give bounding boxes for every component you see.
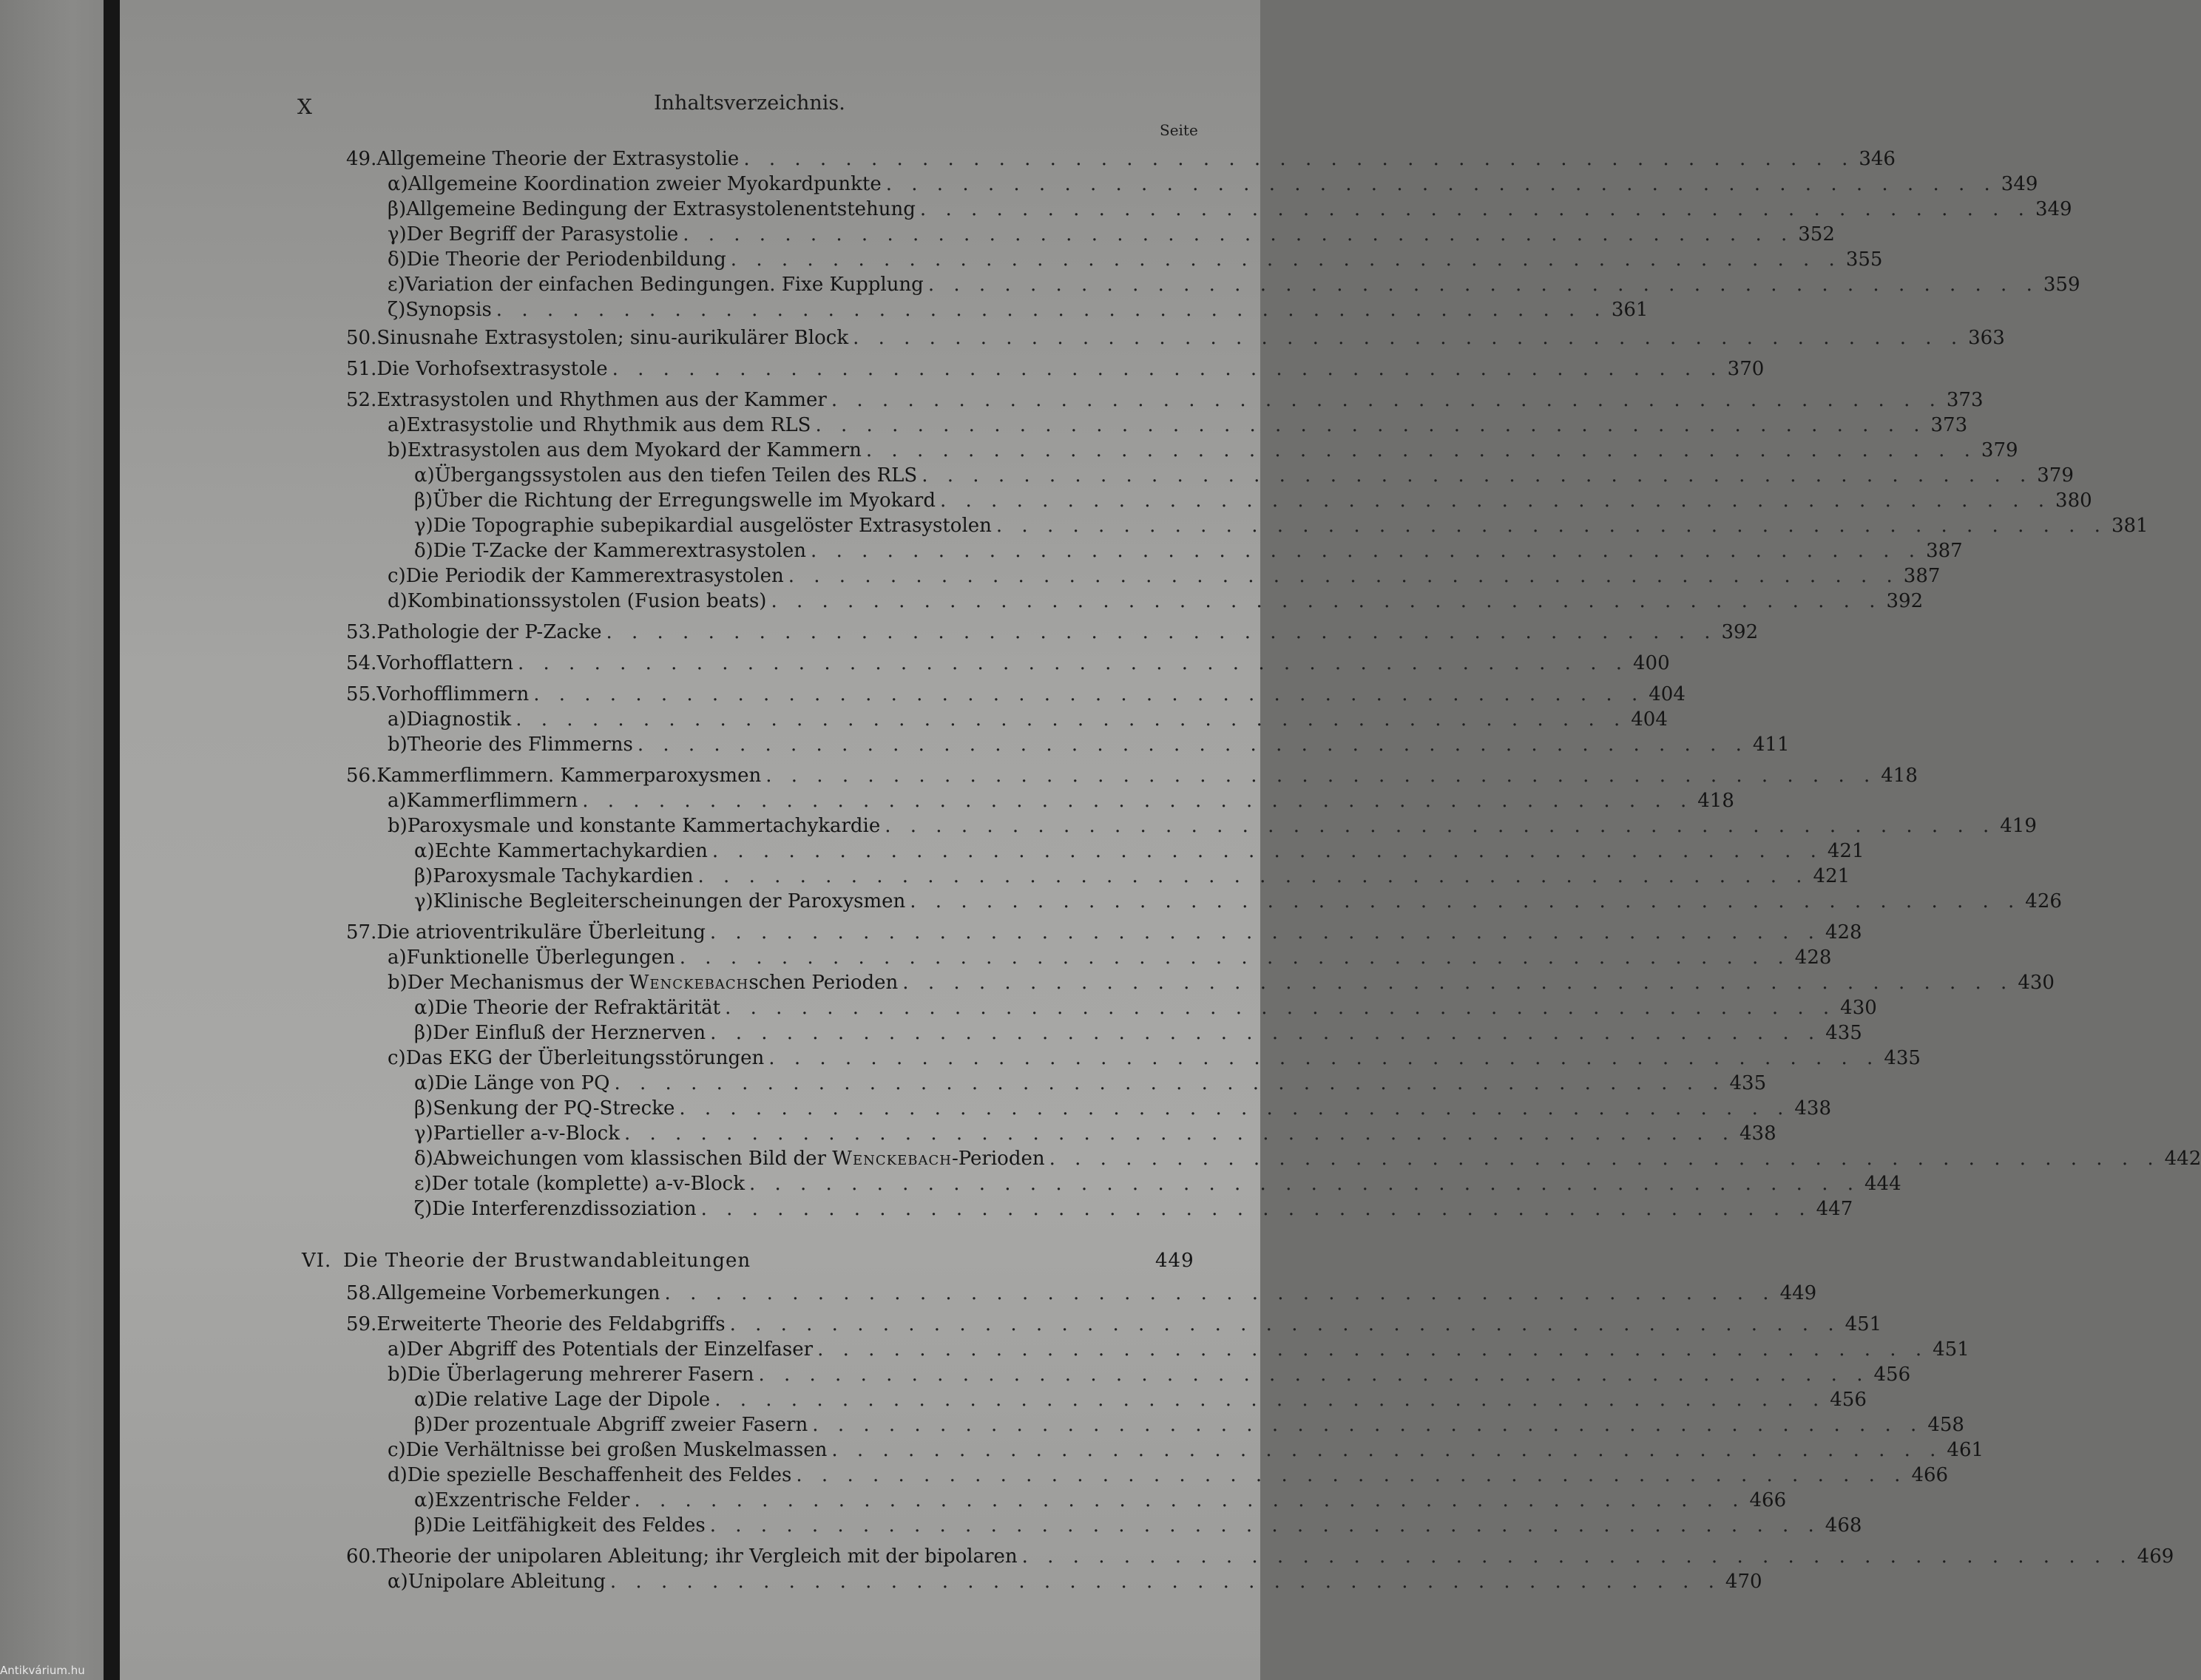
leader-dots: . . . . . . . . . . . . . . . . . . . . . . . . . . . . . . . . . . . . . . . . . . . .: [919, 198, 2031, 220]
table-of-contents: [120, 0, 2201, 1680]
leader-dots: . . . . . . . . . . . . . . . . . . . . . . . . . . . . . . . . . . . . . . . . . . . .: [517, 652, 1629, 674]
leader-dots: . . . . . . . . . . . . . . . . . . . . . . . . . . . . . . . . . . . . . . . . . . . .: [515, 708, 1627, 731]
toc-entry: β) Über die Richtung der Erregungswelle im Myokard . . . . . . . . . . . . . . . . . . . . . . . . . . . . . . . . . . . . . . . . . . . . 380: [414, 490, 2092, 512]
toc-entry: 56. Kammerflimmern. Kammerparoxysmen . . . . . . . . . . . . . . . . . . . . . . . . . . . . . . . . . . . . . . . . . . . . 418: [346, 765, 1918, 787]
toc-entry: c) Die Verhältnisse bei großen Muskelmassen . . . . . . . . . . . . . . . . . . . . . . . . . . . . . . . . . . . . . . . . . . . . 461: [388, 1439, 1984, 1461]
leader-dots: . . . . . . . . . . . . . . . . . . . . . . . . . . . . . . . . . . . . . . . . . . . .: [709, 921, 1821, 944]
toc-entry: 53. Pathologie der P-Zacke . . . . . . . . . . . . . . . . . . . . . . . . . . . . . . . . . . . . . . . . . . . . 392: [346, 621, 1759, 643]
toc-entry: ζ) Synopsis . . . . . . . . . . . . . . . . . . . . . . . . . . . . . . . . . . . . . . . . . . . . 361: [388, 299, 1649, 321]
leader-dots: . . . . . . . . . . . . . . . . . . . . . . . . . . . . . . . . . . . . . . . . . . . .: [865, 439, 1977, 461]
toc-entry: α) Unipolare Ableitung . . . . . . . . . . . . . . . . . . . . . . . . . . . . . . . . . . . . . . . . . . . . 470: [388, 1571, 1762, 1593]
toc-entry: β) Der Einfluß der Herznerven . . . . . . . . . . . . . . . . . . . . . . . . . . . . . . . . . . . . . . . . . . . . 435: [414, 1022, 1862, 1044]
leader-dots: . . . . . . . . . . . . . . . . . . . . . . . . . . . . . . . . . . . . . . . . . . . .: [614, 1072, 1725, 1094]
leader-dots: . . . . . . . . . . . . . . . . . . . . . . . . . . . . . . . . . . . . . . . . . . . .: [1021, 1545, 2133, 1568]
leader-dots: . . . . . . . . . . . . . . . . . . . . . . . . . . . . . . . . . . . . . . . . . . . .: [768, 1047, 1880, 1069]
toc-chapter: VI. Die Theorie der Brustwandableitungen 449: [302, 1250, 1194, 1272]
leader-dots: . . . . . . . . . . . . . . . . . . . . . . . . . . . . . . . . . . . . . . . . . . . .: [709, 1514, 1821, 1537]
leader-dots: . . . . . . . . . . . . . . . . . . . . . . . . . . . . . . . . . . . . . . . . . . . .: [743, 148, 1855, 170]
toc-entry: a) Der Abgriff des Potentials der Einzelfaser . . . . . . . . . . . . . . . . . . . . . . . . . . . . . . . . . . . . . . . . . . . . 451: [388, 1338, 1970, 1361]
leader-dots: . . . . . . . . . . . . . . . . . . . . . . . . . . . . . . . . . . . . . . . . . . . .: [796, 1464, 1907, 1486]
leader-dots: . . . . . . . . . . . . . . . . . . . . . . . . . . . . . . . . . . . . . . . . . . . .: [831, 1439, 1943, 1461]
leader-dots: . . . . . . . . . . . . . . . . . . . . . . . . . . . . . . . . . . . . . . . . . . . .: [831, 389, 1942, 411]
leader-dots: . . . . . . . . . . . . . . . . . . . . . . . . . . . . . . . . . . . . . . . . . . . .: [714, 1389, 1826, 1411]
toc-entry: γ) Die Topographie subepikardial ausgelöster Extrasystolen . . . . . . . . . . . . . . . . . . . . . . . . . . . . . . . . . . . . . . . . . . . . 381: [414, 515, 2148, 537]
leader-dots: . . . . . . . . . . . . . . . . . . . . . . . . . . . . . . . . . . . . . . . . . . . .: [788, 565, 1899, 587]
toc-entry: β) Die Leitfähigkeit des Feldes . . . . . . . . . . . . . . . . . . . . . . . . . . . . . . . . . . . . . . . . . . . . 468: [414, 1514, 1862, 1537]
toc-entry: β) Paroxysmale Tachykardien . . . . . . . . . . . . . . . . . . . . . . . . . . . . . . . . . . . . . . . . . . . . 421: [414, 865, 1850, 887]
leader-dots: . . . . . . . . . . . . . . . . . . . . . . . . . . . . . . . . . . . . . . . . . . . .: [582, 790, 1694, 812]
leader-dots: . . . . . . . . . . . . . . . . . . . . . . . . . . . . . . . . . . . . . . . . . . . .: [609, 1571, 1721, 1593]
running-title: Inhaltsverzeichnis.: [654, 92, 845, 115]
toc-entry: δ) Die Theorie der Periodenbildung . . . . . . . . . . . . . . . . . . . . . . . . . . . . . . . . . . . . . . . . . . . . 355: [388, 248, 1883, 271]
toc-entry: 59. Erweiterte Theorie des Feldabgriffs . . . . . . . . . . . . . . . . . . . . . . . . . . . . . . . . . . . . . . . . . . . . 451: [346, 1313, 1882, 1335]
leader-dots: . . . . . . . . . . . . . . . . . . . . . . . . . . . . . . . . . . . . . . . . . . . .: [496, 299, 1607, 321]
toc-entry: c) Das EKG der Überleitungsstörungen . . . . . . . . . . . . . . . . . . . . . . . . . . . . . . . . . . . . . . . . . . . . 435: [388, 1047, 1921, 1069]
toc-entry: 57. Die atrioventrikuläre Überleitung . . . . . . . . . . . . . . . . . . . . . . . . . . . . . . . . . . . . . . . . . . . . 428: [346, 921, 1862, 944]
leader-dots: . . . . . . . . . . . . . . . . . . . . . . . . . . . . . . . . . . . . . . . . . . . .: [700, 1198, 1812, 1220]
leader-dots: . . . . . . . . . . . . . . . . . . . . . . . . . . . . . . . . . . . . . . . . . . . .: [679, 1097, 1791, 1120]
toc-entry: c) Die Periodik der Kammerextrasystolen . . . . . . . . . . . . . . . . . . . . . . . . . . . . . . . . . . . . . . . . . . . . 387: [388, 565, 1941, 587]
toc-entry: β) Der prozentuale Abgriff zweier Fasern . . . . . . . . . . . . . . . . . . . . . . . . . . . . . . . . . . . . . . . . . . . . 458: [414, 1414, 1964, 1436]
toc-entry: γ) Klinische Begleiterscheinungen der Paroxysmen . . . . . . . . . . . . . . . . . . . . . . . . . . . . . . . . . . . . . . . . . . . . 426: [414, 890, 2062, 912]
toc-entry: α) Übergangssystolen aus den tiefen Teilen des RLS . . . . . . . . . . . . . . . . . . . . . . . . . . . . . . . . . . . . . . . . . . . . 379: [414, 464, 2074, 487]
leader-dots: . . . . . . . . . . . . . . . . . . . . . . . . . . . . . . . . . . . . . . . . . . . .: [725, 997, 1836, 1019]
toc-entry: b) Der Mechanismus der Wenckebachschen Perioden . . . . . . . . . . . . . . . . . . . . . . . . . . . . . . . . . . . . . . . . . . . . 430: [388, 972, 2055, 994]
toc-entry: γ) Der Begriff der Parasystolie . . . . . . . . . . . . . . . . . . . . . . . . . . . . . . . . . . . . . . . . . . . . 352: [388, 223, 1835, 245]
leader-dots: . . . . . . . . . . . . . . . . . . . . . . . . . . . . . . . . . . . . . . . . . . . .: [711, 840, 1823, 862]
toc-entry: 50. Sinusnahe Extrasystolen; sinu-aurikulärer Block . . . . . . . . . . . . . . . . . . . . . . . . . . . . . . . . . . . . . . . . . . . . 363: [346, 327, 2005, 349]
leader-dots: . . . . . . . . . . . . . . . . . . . . . . . . . . . . . . . . . . . . . . . . . . . .: [634, 1489, 1745, 1511]
toc-entry: β) Senkung der PQ-Strecke . . . . . . . . . . . . . . . . . . . . . . . . . . . . . . . . . . . . . . . . . . . . 438: [414, 1097, 1832, 1120]
toc-entry: α) Die Theorie der Refraktärität . . . . . . . . . . . . . . . . . . . . . . . . . . . . . . . . . . . . . . . . . . . . 430: [414, 997, 1877, 1019]
toc-entry: b) Die Überlagerung mehrerer Fasern . . . . . . . . . . . . . . . . . . . . . . . . . . . . . . . . . . . . . . . . . . . . 456: [388, 1364, 1911, 1386]
leader-dots: . . . . . . . . . . . . . . . . . . . . . . . . . . . . . . . . . . . . . . . . . . . .: [902, 972, 2014, 994]
leader-dots: . . . . . . . . . . . . . . . . . . . . . . . . . . . . . . . . . . . . . . . . . . . .: [729, 1313, 1841, 1335]
leader-dots: . . . . . . . . . . . . . . . . . . . . . . . . . . . . . . . . . . . . . . . . . . . .: [812, 1414, 1924, 1436]
toc-entry: a) Extrasystolie und Rhythmik aus dem RLS . . . . . . . . . . . . . . . . . . . . . . . . . . . . . . . . . . . . . . . . . . . . 373: [388, 414, 1968, 436]
toc-entry: 49. Allgemeine Theorie der Extrasystolie . . . . . . . . . . . . . . . . . . . . . . . . . . . . . . . . . . . . . . . . . . . . 346: [346, 148, 1896, 170]
toc-entry: 51. Die Vorhofsextrasystole . . . . . . . . . . . . . . . . . . . . . . . . . . . . . . . . . . . . . . . . . . . . 370: [346, 358, 1765, 380]
seite-label: Seite: [1160, 121, 1198, 139]
toc-entry: d) Die spezielle Beschaffenheit des Feldes . . . . . . . . . . . . . . . . . . . . . . . . . . . . . . . . . . . . . . . . . . . . 466: [388, 1464, 1949, 1486]
leader-dots: . . . . . . . . . . . . . . . . . . . . . . . . . . . . . . . . . . . . . . . . . . . .: [885, 815, 1996, 837]
leader-dots: . . . . . . . . . . . . . . . . . . . . . . . . . . . . . . . . . . . . . . . . . . . .: [612, 358, 1723, 380]
toc-entry: β) Allgemeine Bedingung der Extrasystolenentstehung . . . . . . . . . . . . . . . . . . . . . . . . . . . . . . . . . . . . . . . . . . . . 349: [388, 198, 2072, 220]
toc-entry: δ) Abweichungen vom klassischen Bild der Wenckebach-Perioden . . . . . . . . . . . . . . . . . . . . . . . . . . . . . . . . . . . . . . . . . . . . 442: [414, 1148, 2201, 1170]
leader-dots: . . . . . . . . . . . . . . . . . . . . . . . . . . . . . . . . . . . . . . . . . . . .: [853, 327, 1964, 349]
leader-dots: . . . . . . . . . . . . . . . . . . . . . . . . . . . . . . . . . . . . . . . . . . . .: [697, 865, 1809, 887]
book-page: [120, 0, 2201, 1680]
toc-entry: α) Die Länge von PQ . . . . . . . . . . . . . . . . . . . . . . . . . . . . . . . . . . . . . . . . . . . . 435: [414, 1072, 1767, 1094]
toc-entry: a) Funktionelle Überlegungen . . . . . . . . . . . . . . . . . . . . . . . . . . . . . . . . . . . . . . . . . . . . 428: [388, 946, 1832, 969]
leader-spacer: [755, 1250, 1151, 1272]
leader-dots: . . . . . . . . . . . . . . . . . . . . . . . . . . . . . . . . . . . . . . . . . . . .: [927, 274, 2039, 296]
toc-entry: γ) Partieller a-v-Block . . . . . . . . . . . . . . . . . . . . . . . . . . . . . . . . . . . . . . . . . . . . 438: [414, 1122, 1776, 1145]
toc-entry: 52. Extrasystolen und Rhythmen aus der Kammer . . . . . . . . . . . . . . . . . . . . . . . . . . . . . . . . . . . . . . . . . . . . 373: [346, 389, 1984, 411]
leader-dots: . . . . . . . . . . . . . . . . . . . . . . . . . . . . . . . . . . . . . . . . . . . .: [679, 946, 1791, 969]
toc-entry: b) Extrasystolen aus dem Myokard der Kammern . . . . . . . . . . . . . . . . . . . . . . . . . . . . . . . . . . . . . . . . . . . . 379: [388, 439, 2018, 461]
leader-dots: . . . . . . . . . . . . . . . . . . . . . . . . . . . . . . . . . . . . . . . . . . . .: [940, 490, 2052, 512]
page-number: X: [297, 95, 313, 119]
leader-dots: . . . . . . . . . . . . . . . . . . . . . . . . . . . . . . . . . . . . . . . . . . . .: [765, 765, 1877, 787]
leader-dots: . . . . . . . . . . . . . . . . . . . . . . . . . . . . . . . . . . . . . . . . . . . .: [730, 248, 1842, 271]
leader-dots: . . . . . . . . . . . . . . . . . . . . . . . . . . . . . . . . . . . . . . . . . . . .: [1049, 1148, 2160, 1170]
toc-entry: 55. Vorhofflimmern . . . . . . . . . . . . . . . . . . . . . . . . . . . . . . . . . . . . . . . . . . . . 404: [346, 683, 1686, 705]
toc-entry: α) Die relative Lage der Dipole . . . . . . . . . . . . . . . . . . . . . . . . . . . . . . . . . . . . . . . . . . . . 456: [414, 1389, 1867, 1411]
toc-entry: ζ) Die Interferenzdissoziation . . . . . . . . . . . . . . . . . . . . . . . . . . . . . . . . . . . . . . . . . . . . 447: [414, 1198, 1853, 1220]
toc-entry: b) Theorie des Flimmerns . . . . . . . . . . . . . . . . . . . . . . . . . . . . . . . . . . . . . . . . . . . . 411: [388, 734, 1790, 756]
toc-entry: a) Diagnostik . . . . . . . . . . . . . . . . . . . . . . . . . . . . . . . . . . . . . . . . . . . . 404: [388, 708, 1668, 731]
toc-entry: b) Paroxysmale und konstante Kammertachykardie . . . . . . . . . . . . . . . . . . . . . . . . . . . . . . . . . . . . . . . . . . . . 419: [388, 815, 2037, 837]
toc-entry: 58. Allgemeine Vorbemerkungen . . . . . . . . . . . . . . . . . . . . . . . . . . . . . . . . . . . . . . . . . . . . 449: [346, 1282, 1817, 1304]
leader-dots: . . . . . . . . . . . . . . . . . . . . . . . . . . . . . . . . . . . . . . . . . . . .: [758, 1364, 1870, 1386]
toc-entry: d) Kombinationssystolen (Fusion beats) . . . . . . . . . . . . . . . . . . . . . . . . . . . . . . . . . . . . . . . . . . . . 392: [388, 590, 1924, 612]
leader-dots: . . . . . . . . . . . . . . . . . . . . . . . . . . . . . . . . . . . . . . . . . . . .: [811, 540, 1922, 562]
leader-dots: . . . . . . . . . . . . . . . . . . . . . . . . . . . . . . . . . . . . . . . . . . . .: [664, 1282, 1776, 1304]
leader-dots: . . . . . . . . . . . . . . . . . . . . . . . . . . . . . . . . . . . . . . . . . . . .: [771, 590, 1882, 612]
toc-entry: α) Allgemeine Koordination zweier Myokardpunkte . . . . . . . . . . . . . . . . . . . . . . . . . . . . . . . . . . . . . . . . . . . . 349: [388, 173, 2038, 195]
toc-entry: 54. Vorhofflattern . . . . . . . . . . . . . . . . . . . . . . . . . . . . . . . . . . . . . . . . . . . . 400: [346, 652, 1670, 674]
toc-entry: α) Echte Kammertachykardien . . . . . . . . . . . . . . . . . . . . . . . . . . . . . . . . . . . . . . . . . . . . 421: [414, 840, 1864, 862]
toc-entry: 60. Theorie der unipolaren Ableitung; ihr Vergleich mit der bipolaren . . . . . . . . . . . . . . . . . . . . . . . . . . . . . . . . . . . . . . . . . . . . 469: [346, 1545, 2174, 1568]
leader-dots: . . . . . . . . . . . . . . . . . . . . . . . . . . . . . . . . . . . . . . . . . . . .: [623, 1122, 1735, 1145]
leader-dots: . . . . . . . . . . . . . . . . . . . . . . . . . . . . . . . . . . . . . . . . . . . .: [922, 464, 2033, 487]
leader-dots: . . . . . . . . . . . . . . . . . . . . . . . . . . . . . . . . . . . . . . . . . . . .: [910, 890, 2021, 912]
leader-dots: . . . . . . . . . . . . . . . . . . . . . . . . . . . . . . . . . . . . . . . . . . . .: [710, 1022, 1822, 1044]
watermark: Antikvárium.hu: [0, 1664, 85, 1677]
leader-dots: . . . . . . . . . . . . . . . . . . . . . . . . . . . . . . . . . . . . . . . . . . . .: [606, 621, 1717, 643]
leader-dots: . . . . . . . . . . . . . . . . . . . . . . . . . . . . . . . . . . . . . . . . . . . .: [817, 1338, 1929, 1361]
leader-dots: . . . . . . . . . . . . . . . . . . . . . . . . . . . . . . . . . . . . . . . . . . . .: [533, 683, 1645, 705]
left-page-edge: [0, 0, 104, 1680]
leader-dots: . . . . . . . . . . . . . . . . . . . . . . . . . . . . . . . . . . . . . . . . . . . .: [637, 734, 1748, 756]
leader-dots: . . . . . . . . . . . . . . . . . . . . . . . . . . . . . . . . . . . . . . . . . . . .: [683, 223, 1794, 245]
book-spine: [104, 0, 120, 1680]
toc-entry: α) Exzentrische Felder . . . . . . . . . . . . . . . . . . . . . . . . . . . . . . . . . . . . . . . . . . . . 466: [414, 1489, 1787, 1511]
leader-dots: . . . . . . . . . . . . . . . . . . . . . . . . . . . . . . . . . . . . . . . . . . . .: [885, 173, 1997, 195]
leader-dots: . . . . . . . . . . . . . . . . . . . . . . . . . . . . . . . . . . . . . . . . . . . .: [748, 1173, 1860, 1195]
toc-entry: ε) Der totale (komplette) a-v-Block . . . . . . . . . . . . . . . . . . . . . . . . . . . . . . . . . . . . . . . . . . . . 444: [414, 1173, 1901, 1195]
toc-entry: δ) Die T-Zacke der Kammerextrasystolen . . . . . . . . . . . . . . . . . . . . . . . . . . . . . . . . . . . . . . . . . . . . 387: [414, 540, 1963, 562]
toc-entry: a) Kammerflimmern . . . . . . . . . . . . . . . . . . . . . . . . . . . . . . . . . . . . . . . . . . . . 418: [388, 790, 1734, 812]
leader-dots: . . . . . . . . . . . . . . . . . . . . . . . . . . . . . . . . . . . . . . . . . . . .: [995, 515, 2107, 537]
leader-dots: . . . . . . . . . . . . . . . . . . . . . . . . . . . . . . . . . . . . . . . . . . . .: [815, 414, 1927, 436]
toc-entry: ε) Variation der einfachen Bedingungen. Fixe Kupplung . . . . . . . . . . . . . . . . . . . . . . . . . . . . . . . . . . . . . . . . . . . . 359: [388, 274, 2080, 296]
